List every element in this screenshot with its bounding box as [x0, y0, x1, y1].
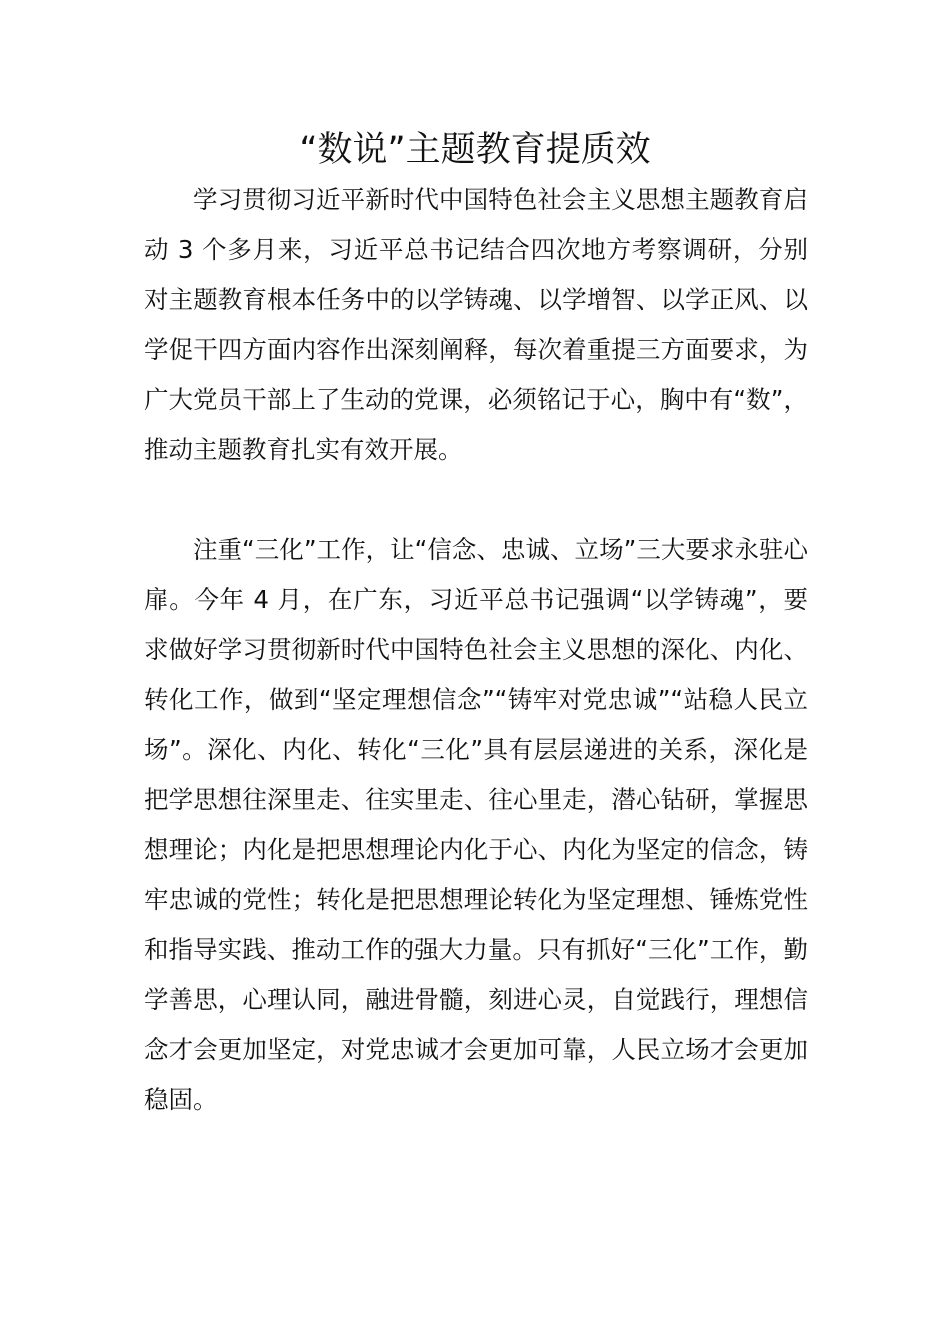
paragraph-three-transformations: 注重“三化”工作，让“信念、忠诚、立场”三大要求永驻心扉。今年 4 月，在广东，习近平总书记强调“以学铸魂”，要求做好学习贯彻新时代中国特色社会主义思想的深化、内化、转化工作，做到“坚定理想信念”“铸牢对党忠诚”“站稳人民立场”。深化、内化、转化“三化”具有层层递进的关系，深化是把学思想往深里走、往实里走、往心里走，潜心钻研，掌握思想理论；内化是把思想理论内化于心、内化为坚定的信念，铸牢忠诚的党性；转化是把思想理论转化为坚定理想、锤炼党性和指导实践、推动工作的强大力量。只有抓好“三化”工作，勤学善思，心理认同，融进骨髓，刻进心灵，自觉践行，理想信念才会更加坚定，对党忠诚才会更加可靠，人民立场才会更加稳固。: [144, 535, 808, 1114]
document-title: “数说”主题教育提质效: [299, 130, 651, 170]
paragraph-intro: 学习贯彻习近平新时代中国特色社会主义思想主题教育启动 3 个多月来，习近平总书记结合四次地方考察调研，分别对主题教育根本任务中的以学铸魂、以学增智、以学正风、以学促干四方面内容作出深刻阐释，每次着重提三方面要求，为广大党员干部上了生动的党课，必须铭记于心，胸中有“数”，推动主题教育扎实有效开展。: [144, 185, 808, 464]
